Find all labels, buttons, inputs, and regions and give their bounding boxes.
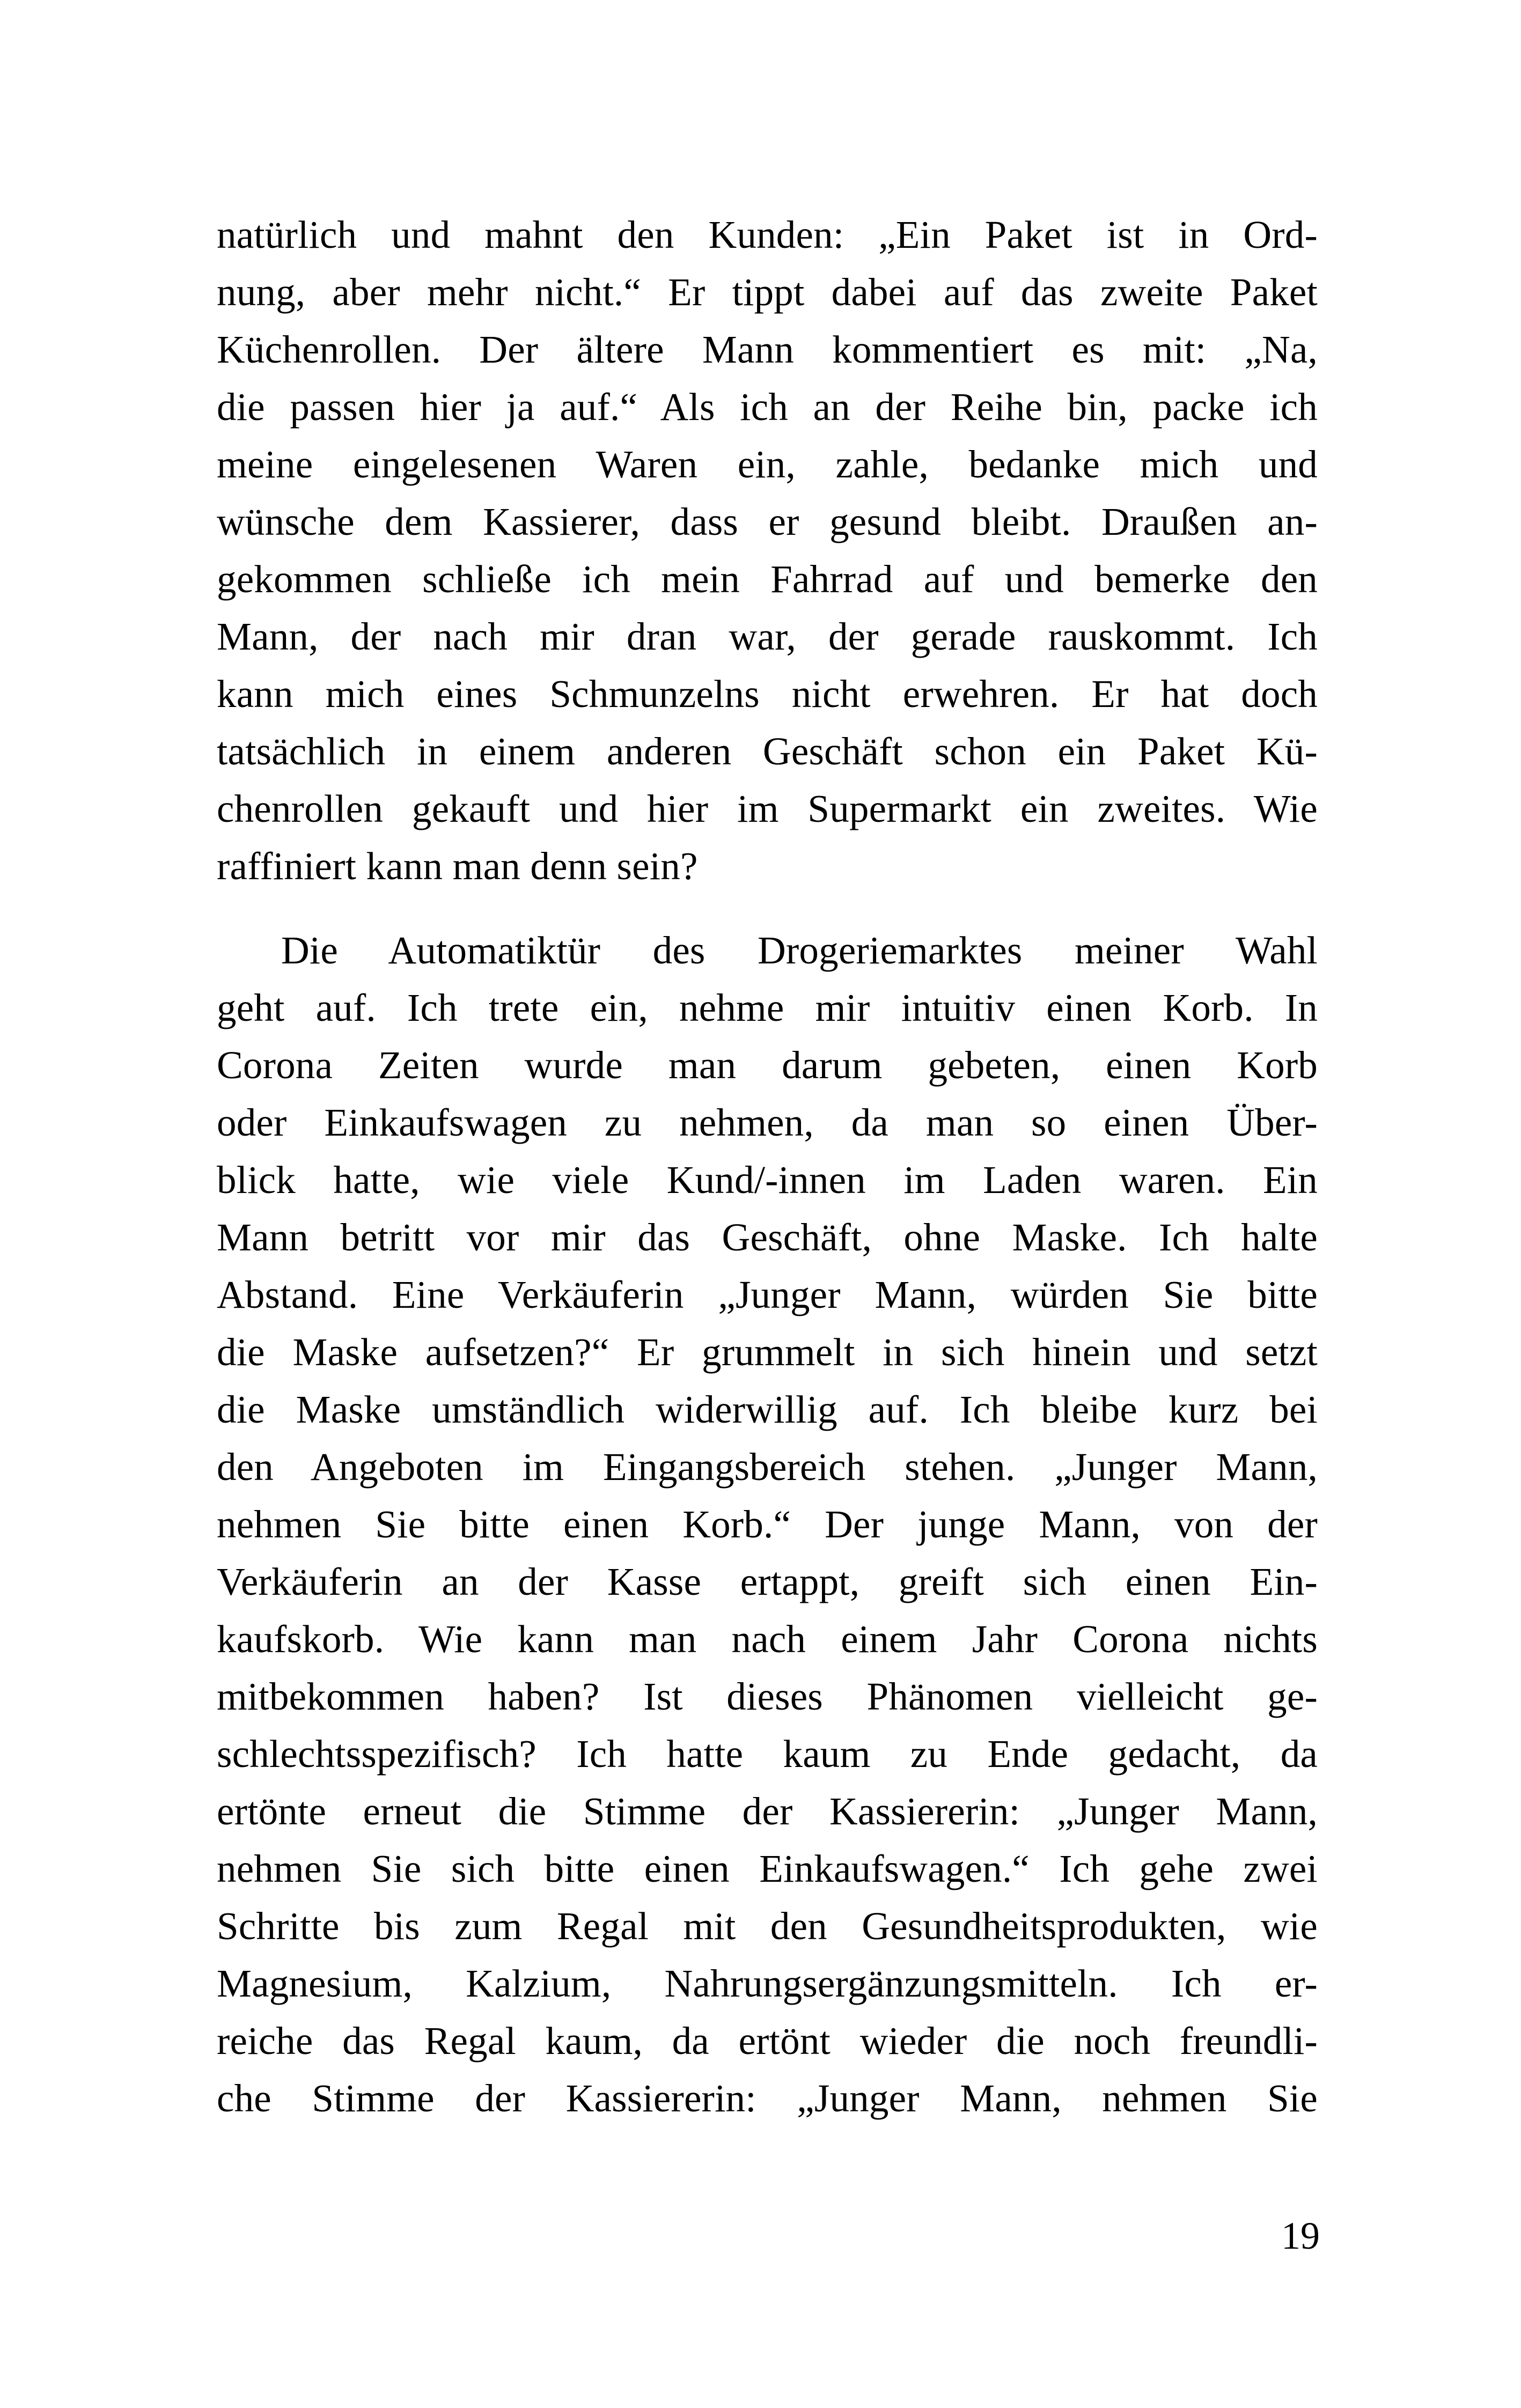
text-line: ertönte erneut die Stimme der Kassiererin: „Junger Mann, (217, 1790, 1318, 1833)
text-line: nehmen Sie sich bitte einen Einkaufswagen.“ Ich gehe zwei (217, 1847, 1318, 1890)
text-line: Schritte bis zum Regal mit den Gesundheitsprodukten, wie (217, 1904, 1318, 1948)
text-line: kaufskorb. Wie kann man nach einem Jahr Corona nichts (217, 1617, 1318, 1661)
text-line: Verkäuferin an der Kasse ertappt, greift sich einen Ein- (217, 1560, 1318, 1603)
text-line: raffiniert kann man denn sein? (217, 844, 698, 888)
text-line: schlechtsspezifisch? Ich hatte kaum zu Ende gedacht, da (217, 1732, 1318, 1776)
text-block (217, 206, 1318, 2127)
paragraph (217, 922, 1318, 2127)
text-line: gekommen schließe ich mein Fahrrad auf und bemerke den (217, 557, 1318, 601)
text-line: Magnesium, Kalzium, Nahrungsergänzungsmitteln. Ich er- (217, 1962, 1318, 2005)
page-number: 19 (1281, 2214, 1320, 2257)
text-line: chenrollen gekauft und hier im Supermarkt ein zweites. Wie (217, 787, 1318, 830)
text-line: nung, aber mehr nicht.“ Er tippt dabei auf das zweite Paket (217, 270, 1318, 314)
text-line: Küchenrollen. Der ältere Mann kommentiert es mit: „Na, (217, 328, 1318, 371)
paragraph (217, 206, 1318, 895)
text-line: geht auf. Ich trete ein, nehme mir intuitiv einen Korb. In (217, 986, 1318, 1029)
text-line: wünsche dem Kassierer, dass er gesund bleibt. Draußen an- (217, 500, 1318, 543)
text-line: blick hatte, wie viele Kund/-innen im Laden waren. Ein (217, 1158, 1318, 1202)
text-line: meine eingelesenen Waren ein, zahle, bedanke mich und (217, 443, 1318, 486)
text-line: Mann betritt vor mir das Geschäft, ohne Maske. Ich halte (217, 1216, 1318, 1259)
text-line: natürlich und mahnt den Kunden: „Ein Paket ist in Ord- (217, 213, 1318, 256)
text-line: den Angeboten im Eingangsbereich stehen. „Junger Mann, (217, 1445, 1318, 1489)
text-line: Corona Zeiten wurde man darum gebeten, einen Korb (217, 1043, 1318, 1087)
text-line: reiche das Regal kaum, da ertönt wieder die noch freundli- (217, 2019, 1318, 2063)
text-line: die passen hier ja auf.“ Als ich an der Reihe bin, packe ich (217, 385, 1318, 429)
text-line: Abstand. Eine Verkäuferin „Junger Mann, würden Sie bitte (217, 1273, 1318, 1316)
text-line: Mann, der nach mir dran war, der gerade rauskommt. Ich (217, 615, 1318, 658)
text-line: mitbekommen haben? Ist dieses Phänomen vielleicht ge- (217, 1675, 1318, 1718)
text-line: die Maske aufsetzen?“ Er grummelt in sich hinein und setzt (217, 1330, 1318, 1374)
text-line: Die Automatiktür des Drogeriemarktes meiner Wahl (281, 929, 1318, 972)
text-line: die Maske umständlich widerwillig auf. Ich bleibe kurz bei (217, 1388, 1318, 1431)
text-line: nehmen Sie bitte einen Korb.“ Der junge Mann, von der (217, 1503, 1318, 1546)
text-line: oder Einkaufswagen zu nehmen, da man so einen Über- (217, 1101, 1318, 1144)
text-line: tatsächlich in einem anderen Geschäft schon ein Paket Kü- (217, 730, 1318, 773)
text-line: che Stimme der Kassiererin: „Junger Mann, nehmen Sie (217, 2076, 1318, 2120)
text-line: kann mich eines Schmunzelns nicht erwehren. Er hat doch (217, 672, 1318, 716)
